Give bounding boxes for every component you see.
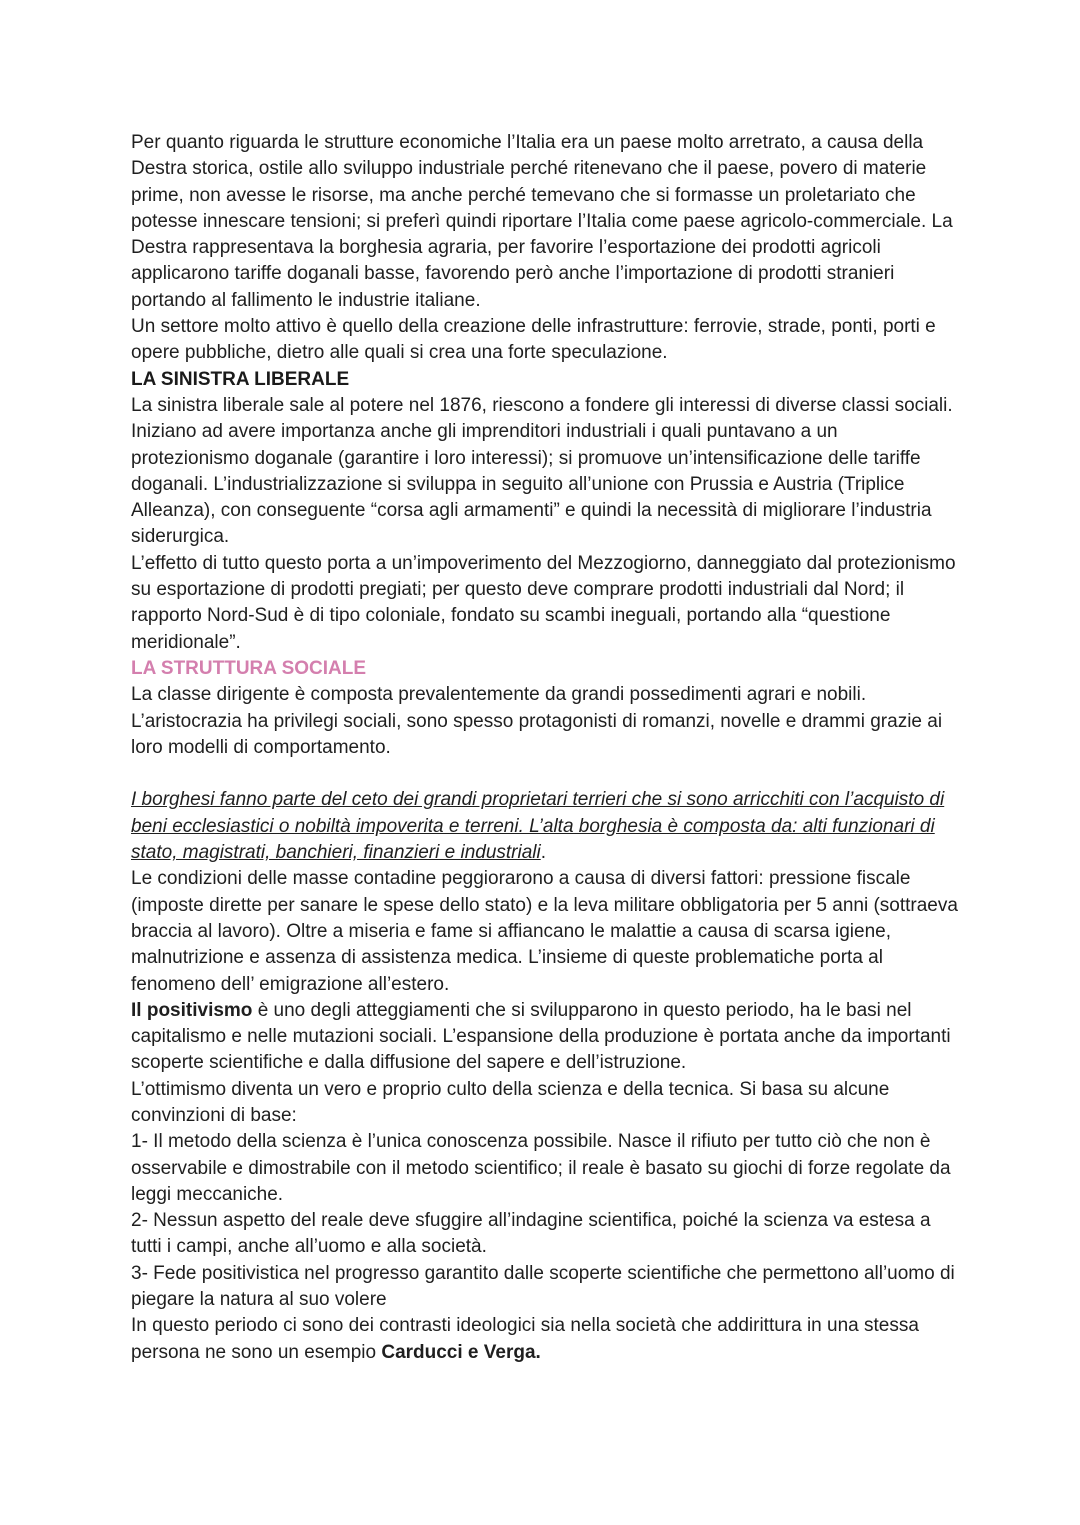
borghesi-underlined-text: I borghesi fanno parte del ceto dei grandi proprietari terrieri che si sono arricchiti con l’acquisto di beni ecclesiastici o nobiltà impoverita e terreni. L’alta borghesia è composta da: alti funzionari di stato, magistrati, banchieri, finanzieri e industriali <box>131 789 945 864</box>
paragraph-contrasti <box>131 1313 961 1366</box>
list-item-1: 1- Il metodo della scienza è l’unica conoscenza possibile. Nasce il rifiuto per tutto ciò che non è osservabile e dimostrabile con il metodo scientifico; il reale è basato su giochi di forze regolate da leggi meccaniche. <box>131 1131 951 1205</box>
paragraph-economy: Per quanto riguarda le strutture economiche l’Italia era un paese molto arretrato, a causa della Destra storica, ostile allo sviluppo industriale perché ritenevano che il paese, povero di materie prime, non avesse le risorse, ma anche perché temevano che si formasse un proletariato che potesse innescare tensioni; si preferì quindi riportare l’Italia come paese agricolo-commerciale. La Destra rappresentava la borghesia agraria, per favorire l’esportazione dei prodotti agricoli applicarono tariffe doganali basse, favorendo però anche l’importazione di prodotti stranieri portando al fallimento le industrie italiane. <box>131 132 953 311</box>
paragraph-sinistra: La sinistra liberale sale al potere nel 1876, riescono a fondere gli interessi di diverse classi sociali. Iniziano ad avere importanza anche gli imprenditori industriali i quali puntavano a un protezionismo doganale (garantire i loro interessi); si promuove un’intensificazione delle tariffe doganali. L’industrializzazione si sviluppa in seguito all’unione con Prussia e Austria (Triplice Alleanza), con conseguente “corsa agli armamenti” e quindi la necessità di migliorare l’industria siderurgica. <box>131 394 953 548</box>
document-page <box>131 130 961 1366</box>
blank-line <box>131 761 961 787</box>
list-item-3: 3- Fede positivistica nel progresso garantito dalle scoperte scientifiche che permettono all’uomo di piegare la natura al suo volere <box>131 1262 955 1311</box>
paragraph-mezzogiorno: L’effetto di tutto questo porta a un’impoverimento del Mezzogiorno, danneggiato dal protezionismo su esportazione di prodotti pregiati; per questo deve comprare prodotti industriali dal Nord; il rapporto Nord-Sud è di tipo coloniale, fondato su scambi ineguali, portando alla “questione meridionale”. <box>131 552 956 653</box>
paragraph-classe-dirigente: La classe dirigente è composta prevalentemente da grandi possedimenti agrari e nobili. L’aristocrazia ha privilegi sociali, sono spesso protagonisti di romanzi, novelle e drammi grazie ai loro modelli di comportamento. <box>131 684 943 758</box>
paragraph-ottimismo: L’ottimismo diventa un vero e proprio culto della scienza e della tecnica. Si basa su alcune convinzioni di base: <box>131 1078 890 1126</box>
paragraph-borghesi <box>131 787 961 866</box>
contrasti-text: In questo periodo ci sono dei contrasti ideologici sia nella società che addirittura in una stessa persona ne sono un esempio <box>131 1315 919 1363</box>
positivismo-text: è uno degli atteggiamenti che si svilupparono in questo periodo, ha le basi nel capitalismo e nelle mutazioni sociali. L’espansione della produzione è portata anche da importanti scoperte scientifiche e dalla diffusione del sapere e dell’istruzione. <box>131 999 951 1074</box>
carducci-verga: Carducci e Verga. <box>381 1341 541 1363</box>
positivismo-term: Il positivismo <box>131 999 253 1021</box>
paragraph-contadini: Le condizioni delle masse contadine peggiorarono a causa di diversi fattori: pressione fiscale (imposte dirette per sanare le spese dello stato) e la leva militare obbligatoria per 5 anni (sottraeva braccia al lavoro). Oltre a miseria e fame si affiancano le malattie a causa di scarsa igiene, malnutrizione e assenza di assistenza medica. L’insieme di queste problematiche porta al fenomeno dell’ emigrazione all’estero. <box>131 868 958 995</box>
borghesi-period: . <box>540 842 547 864</box>
heading-struttura-sociale: LA STRUTTURA SOCIALE <box>131 657 367 679</box>
heading-sinistra-liberale: LA SINISTRA LIBERALE <box>131 368 350 390</box>
list-item-2: 2- Nessun aspetto del reale deve sfuggire all’indagine scientifica, poiché la scienza va estesa a tutti i campi, anche all’uomo e alla società. <box>131 1210 931 1258</box>
paragraph-infrastructure: Un settore molto attivo è quello della creazione delle infrastrutture: ferrovie, strade, ponti, porti e opere pubbliche, dietro alle quali si crea una forte speculazione. <box>131 316 936 364</box>
paragraph-positivismo <box>131 998 961 1077</box>
